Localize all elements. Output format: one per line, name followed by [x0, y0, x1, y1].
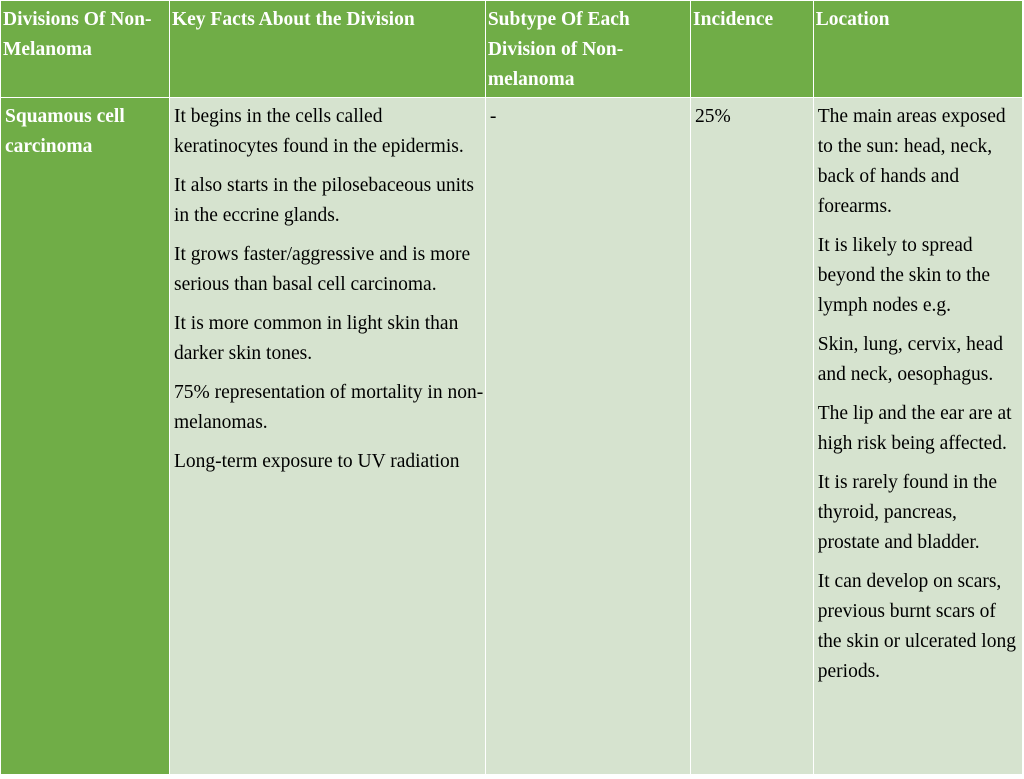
header-incidence: Incidence — [691, 1, 814, 98]
cell-location — [813, 98, 1022, 775]
table-header-row — [1, 1, 1023, 98]
key-fact-paragraph: Long-term exposure to UV radiation — [173, 451, 460, 472]
key-fact-paragraph: It also starts in the pilosebaceous units in the eccrine glands. — [173, 175, 475, 226]
location-paragraph: The main areas exposed to the sun: head, neck, back of hands and forearms. — [817, 106, 1006, 217]
location-paragraph: Skin, lung, cervix, head and neck, oesophagus. — [817, 334, 1003, 385]
key-fact-paragraph: It begins in the cells called keratinocytes found in the epidermis. — [173, 106, 464, 157]
header-key-facts: Key Facts About the Division — [169, 1, 485, 98]
location-paragraph: It is rarely found in the thyroid, pancreas, prostate and bladder. — [817, 472, 997, 553]
key-fact-paragraph: 75% representation of mortality in non-melanomas. — [173, 382, 484, 433]
cell-key-facts — [169, 98, 485, 775]
cell-subtype: - — [485, 98, 690, 775]
cell-division: Squamous cell carcinoma — [1, 98, 170, 775]
key-fact-paragraph: It grows faster/aggressive and is more serious than basal cell carcinoma. — [173, 244, 471, 295]
location-paragraph: It is likely to spread beyond the skin to the lymph nodes e.g. — [817, 235, 990, 316]
table-body — [1, 98, 1023, 775]
header-divisions: Divisions Of Non-Melanoma — [1, 1, 170, 98]
location-paragraph: It can develop on scars, previous burnt scars of the skin or ulcerated long periods. — [817, 571, 1016, 682]
key-fact-paragraph: It is more common in light skin than darker skin tones. — [173, 313, 459, 364]
header-location: Location — [813, 1, 1022, 98]
table-row — [1, 98, 1023, 775]
location-paragraph: The lip and the ear are at high risk being affected. — [817, 403, 1012, 454]
header-subtype: Subtype Of Each Division of Non-melanoma — [485, 1, 690, 98]
cell-incidence: 25% — [691, 98, 814, 775]
